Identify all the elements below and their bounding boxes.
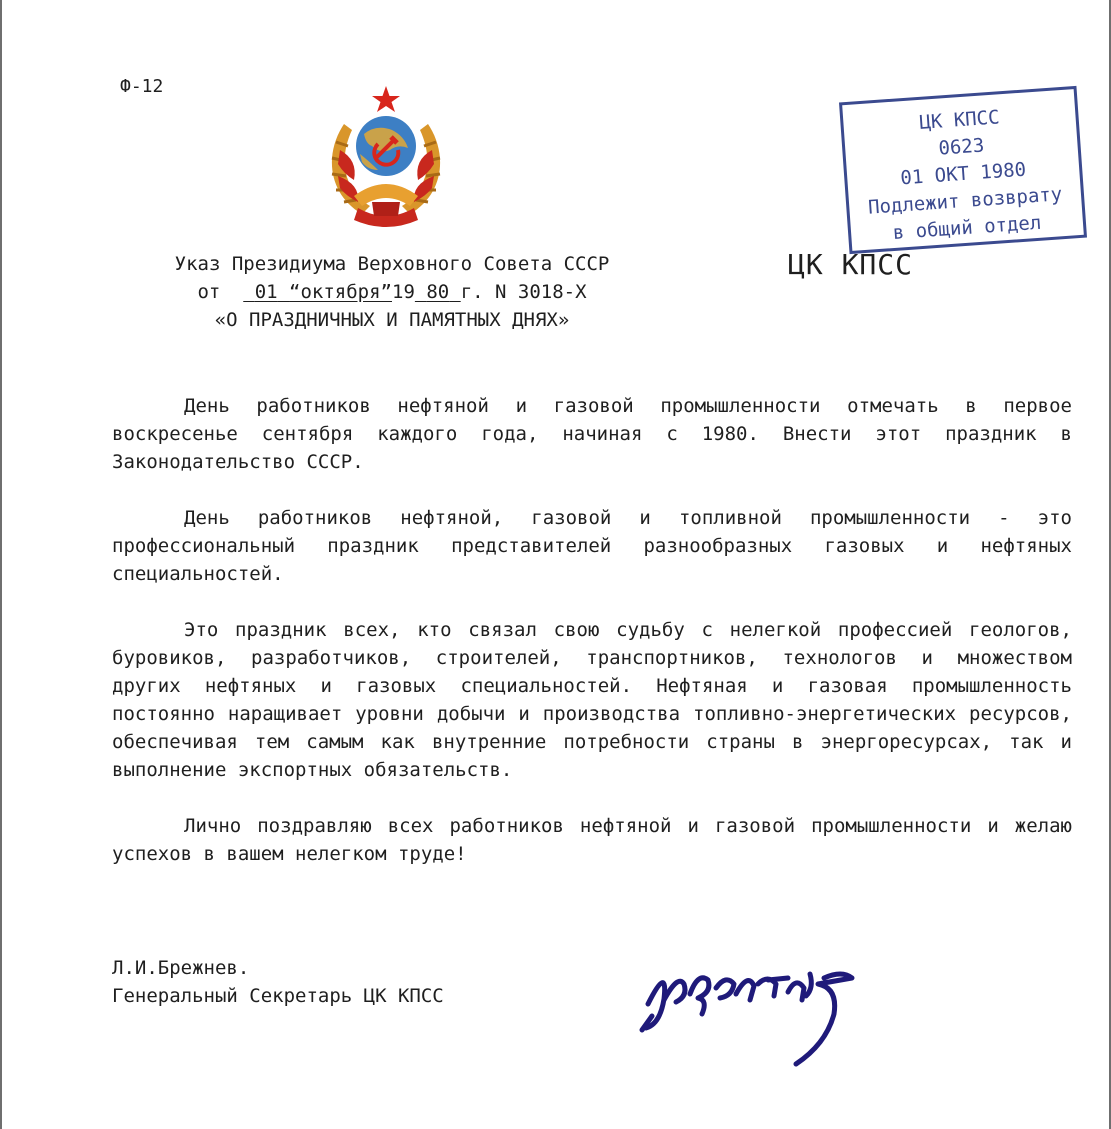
paragraph-1: День работников нефтяной и газовой промышленности отмечать в первое воскресенье сентября каждого года, начиная с 1980. Внести этот праздник в Законодательство СССР.: [112, 395, 1072, 473]
date-year-prefix: 19: [392, 281, 415, 303]
form-code: Ф-12: [120, 76, 164, 97]
handwritten-signature-icon: [638, 944, 868, 1074]
stamp-date: 01 ОКТ 1980: [899, 158, 1027, 190]
signer-name: Л.И.Брежнев.: [112, 957, 250, 979]
stamp-number: 0623: [937, 134, 985, 160]
stamp-org: ЦК КПСС: [918, 106, 1001, 134]
date-year: 80: [426, 281, 450, 303]
stamp-department: в общий отдел: [892, 211, 1042, 245]
recipient: ЦК КПСС: [788, 248, 914, 281]
decree-body: [112, 392, 1072, 896]
paragraph-2: День работников нефтяной, газовой и топливной промышленности - это профессиональный праздник представителей разнообразных газовых и нефтяных специальностей.: [112, 507, 1072, 585]
decree-header: [112, 250, 672, 334]
signer-block: [112, 954, 444, 1010]
paragraph-4: Лично поздравляю всех работников нефтяной и газовой промышленности и желаю успехов в вашем нелегком труде!: [112, 815, 1072, 865]
paragraph-3: Это праздник всех, кто связал свою судьбу с нелегкой профессией геологов, буровиков, разработчиков, строителей, транспортников, технологов и множеством других нефтяных и газовых специальностей. Нефтяная и газовая промышленность постоянно наращивает уровни добычи и производства топливно-энергетических ресурсов, обеспечивая тем самым как внутренние потребности страны в энергоресурсах, так и выполнение экспортных обязательств.: [112, 619, 1072, 781]
registration-stamp: [839, 86, 1087, 254]
stamp-note: Подлежит возврату: [867, 183, 1063, 219]
decree-issuer: Указ Президиума Верховного Совета СССР: [174, 253, 610, 275]
date-prefix: от: [197, 281, 232, 303]
decree-date-line: [112, 278, 672, 306]
date-day: 01 “октября”: [254, 281, 392, 303]
date-suffix: г. N 3018-Х: [460, 281, 587, 303]
decree-title: «О ПРАЗДНИЧНЫХ И ПАМЯТНЫХ ДНЯХ»: [214, 309, 570, 331]
signer-position: Генеральный Секретарь ЦК КПСС: [112, 985, 444, 1007]
ussr-state-emblem-icon: [314, 84, 458, 230]
